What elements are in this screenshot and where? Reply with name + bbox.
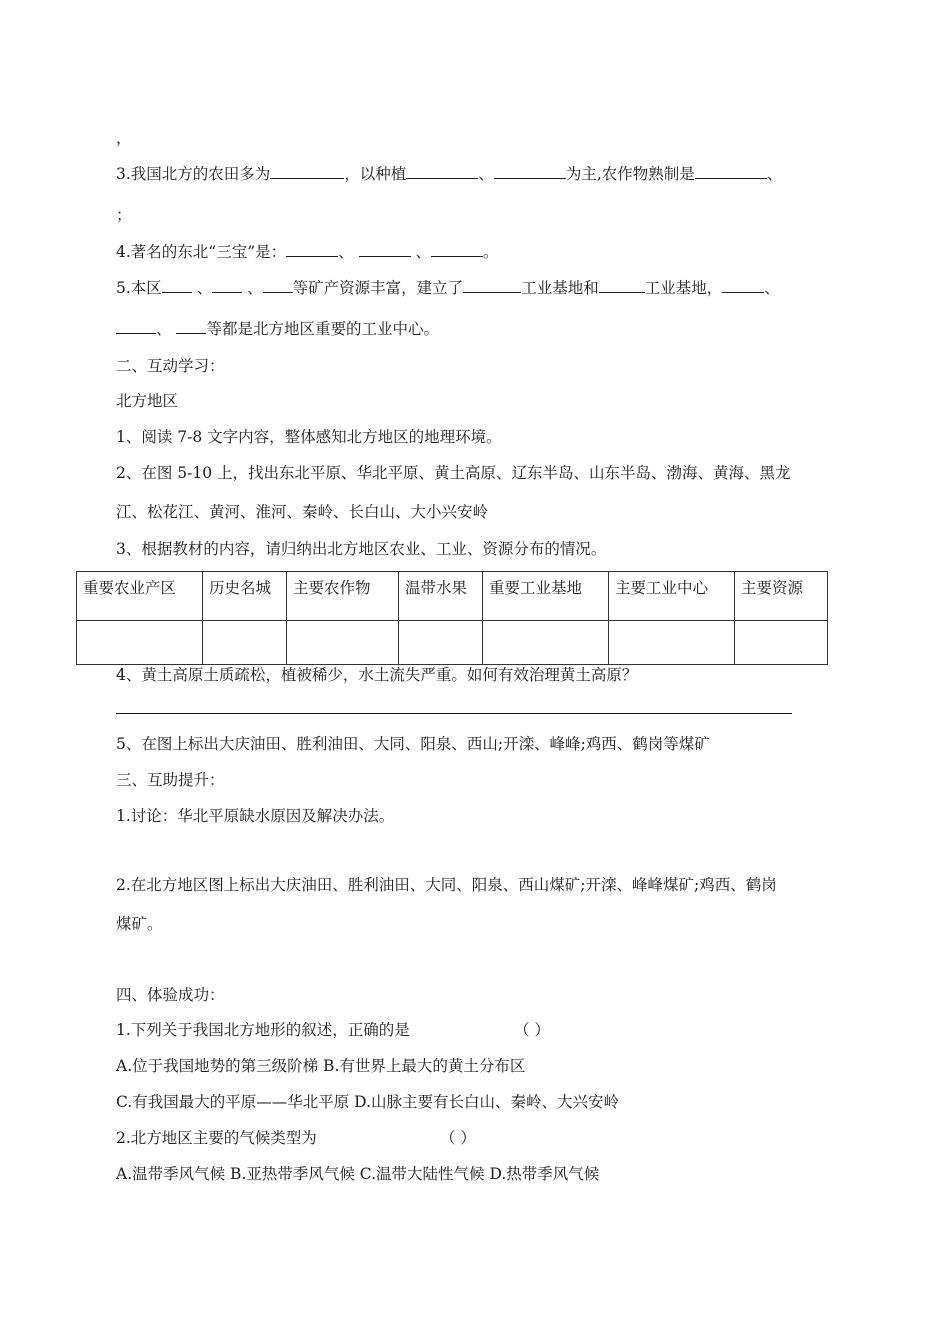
table-answer-cell[interactable]: [609, 621, 735, 665]
table-header-cell: 主要工业中心: [609, 572, 735, 621]
q3-text-b: ，以种植: [344, 165, 407, 183]
q1-options-cd: C.有我国最大的平原——华北平原 D.山脉主要有长白山、秦岭、大兴安岭: [116, 1093, 619, 1111]
question-3: [116, 163, 782, 184]
s4-question-2: 2.北方地区主要的气候类型为: [116, 1129, 317, 1147]
table-header-cell: 历史名城: [203, 572, 287, 621]
q5-blank-4[interactable]: [463, 277, 521, 293]
s2-item-1: 1、阅读 7-8 文字内容，整体感知北方地区的地理环境。: [116, 428, 502, 446]
table-answer-cell[interactable]: [203, 621, 287, 665]
s2-item-4: 4、黄土高原土质疏松，植被稀少，水土流失严重。如何有效治理黄土高原？: [116, 666, 638, 684]
q5-blank-7[interactable]: [116, 318, 156, 334]
q1-options-ab: A.位于我国地势的第三级阶梯 B.有世界上最大的黄土分布区: [116, 1057, 526, 1075]
table-answer-cell[interactable]: [77, 621, 203, 665]
q4-text-c: 、: [410, 243, 432, 261]
q5-text-a: 5.本区: [116, 279, 162, 297]
q5-text-h: 、: [156, 320, 177, 338]
q3-text-c: 、: [478, 165, 494, 183]
q5-text-b: 、: [191, 279, 213, 297]
question-5-cont: [116, 318, 439, 339]
s2-item-2-cont: 江、松花江、黄河、淮河、秦岭、长白山、大小兴安岭: [116, 503, 489, 521]
q4-blank-2[interactable]: [359, 241, 411, 257]
q4-blank-1[interactable]: [286, 241, 338, 257]
table-answer-cell[interactable]: [735, 621, 828, 665]
q5-blank-8[interactable]: [176, 318, 206, 334]
table-header-cell: 主要农作物: [287, 572, 399, 621]
q3-text-e: 、: [766, 165, 783, 183]
table-header-row: [77, 572, 828, 621]
q5-text-i: 等都是北方地区重要的工业中心。: [206, 320, 439, 338]
q5-blank-3[interactable]: [263, 277, 293, 293]
q1-answer-paren[interactable]: （ ）: [514, 1021, 550, 1039]
table-header-cell: 重要农业产区: [77, 572, 203, 621]
s4-question-1: 1.下列关于我国北方地形的叙述，正确的是: [116, 1021, 410, 1039]
q5-text-d: 等矿产资源丰富，建立了: [292, 279, 464, 297]
q4-blank-3[interactable]: [431, 241, 483, 257]
q3-text-d: 为主,农作物熟制是: [565, 165, 695, 183]
q5-text-f: 工业基地，: [644, 279, 723, 297]
q5-text-e: 工业基地和: [521, 279, 599, 297]
summary-table: [76, 571, 828, 665]
s3-item-1: 1.讨论：华北平原缺水原因及解决办法。: [116, 807, 395, 825]
q4-text-b: 、: [338, 243, 359, 261]
q3-blank-2[interactable]: [406, 163, 478, 179]
section-4-heading: 四、体验成功：: [116, 986, 225, 1004]
q3-semicolon: ；: [116, 206, 132, 224]
q5-blank-6[interactable]: [722, 277, 764, 293]
q3-blank-1[interactable]: [270, 163, 344, 179]
q3-text-a: 3.我国北方的农田多为: [116, 165, 271, 183]
q5-text-g: 、: [764, 279, 780, 297]
table-header-cell: 重要工业基地: [483, 572, 609, 621]
section-3-heading: 三、互助提升：: [116, 771, 225, 789]
s2-item-2: 2、在图 5-10 上，找出东北平原、华北平原、黄土高原、辽东半岛、山东半岛、渤海、黄海、黑龙: [116, 464, 791, 482]
table-answer-row: [77, 621, 828, 665]
s2-item-5: 5、在图上标出大庆油田、胜利油田、大同、阳泉、西山;开滦、峰峰;鸡西、鹤岗等煤矿: [116, 735, 710, 753]
s3-item-2-cont: 煤矿。: [116, 915, 163, 933]
table-header-cell: 主要资源: [735, 572, 828, 621]
q5-blank-1[interactable]: [162, 277, 192, 293]
table-answer-cell[interactable]: [399, 621, 483, 665]
s3-item-2: 2.在北方地区图上标出大庆油田、胜利油田、大同、阳泉、西山煤矿;开滦、峰峰煤矿;鸡西、鹤岗: [116, 876, 777, 894]
q4-text-d: 。: [483, 243, 499, 261]
q3-blank-3[interactable]: [494, 163, 566, 179]
table-header-cell: 温带水果: [399, 572, 483, 621]
q5-text-c: 、: [242, 279, 263, 297]
question-4: [116, 241, 499, 262]
section-2-region: 北方地区: [116, 392, 179, 410]
q3-blank-4[interactable]: [695, 163, 767, 179]
section-2-heading: 二、互动学习：: [116, 357, 225, 375]
s2-item-3: 3、根据教材的内容，请归纳出北方地区农业、工业、资源分布的情况。: [116, 540, 607, 558]
q4-text-a: 4.著名的东北“三宝”是：: [116, 243, 287, 261]
q2-answer-paren[interactable]: （ ）: [440, 1129, 476, 1147]
q2-options: A.温带季风气候 B.亚热带季风气候 C.温带大陆性气候 D.热带季风气候: [116, 1165, 600, 1183]
table-answer-cell[interactable]: [483, 621, 609, 665]
question-5: [116, 277, 780, 298]
answer-line[interactable]: [116, 713, 792, 714]
q5-blank-5[interactable]: [599, 277, 645, 293]
q5-blank-2[interactable]: [212, 277, 242, 293]
leading-comma: ，: [116, 129, 132, 147]
table-answer-cell[interactable]: [287, 621, 399, 665]
